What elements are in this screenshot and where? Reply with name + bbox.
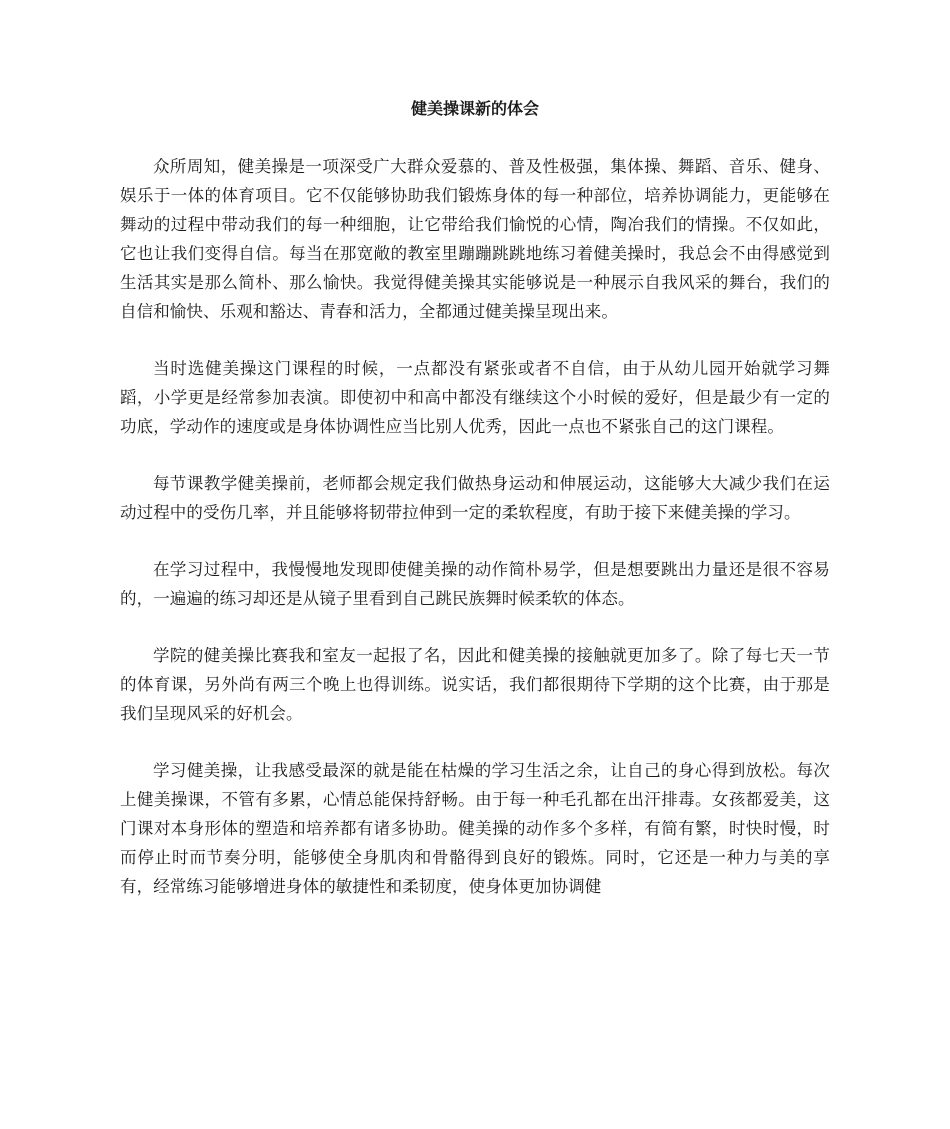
paragraph-6: 学习健美操，让我感受最深的就是能在枯燥的学习生活之余，让自己的身心得到放松。每次上健美操课，不管有多累，心情总能保持舒畅。由于每一种毛孔都在出汗排毒。女孩都爱美，这门课对本身形体的塑造和培养都有诸多协助。健美操的动作多个多样，有简有繁，时快时慢，时而停止时而节奏分明，能够使全身肌肉和骨骼得到良好的锻炼。同时，它还是一种力与美的享有，经常练习能够增进身体的敏捷性和柔韧度，使身体更加协调健 [120,761,830,896]
paragraph-3: 每节课教学健美操前，老师都会规定我们做热身运动和伸展运动，这能够大大减少我们在运动过程中的受伤几率，并且能够将韧带拉伸到一定的柔软程度，有助于接下来健美操的学习。 [120,474,830,522]
paragraph-5: 学院的健美操比赛我和室友一起报了名，因此和健美操的接触就更加多了。除了每七天一节的体育课，另外尚有两三个晚上也得训练。说实话，我们都很期待下学期的这个比赛，由于那是我们呈现风采的好机会。 [120,646,830,723]
paragraph-1: 众所周知，健美操是一项深受广大群众爱慕的、普及性极强，集体操、舞蹈、音乐、健身、娱乐于一体的体育项目。它不仅能够协助我们锻炼身体的每一种部位，培养协调能力，更能够在舞动的过程中带动我们的每一种细胞，让它带给我们愉悦的心情，陶冶我们的情操。不仅如此，它也让我们变得自信。每当在那宽敞的教室里蹦蹦跳跳地练习着健美操时，我总会不由得感觉到生活其实是那么简朴、那么愉快。我觉得健美操其实能够说是一种展示自我风采的舞台，我们的自信和愉快、乐观和豁达、青春和活力，全都通过健美操呈现出来。 [120,157,830,321]
document-title: 健美操课新的体会 [410,99,539,118]
document-body [120,152,830,901]
paragraph-4: 在学习过程中，我慢慢地发现即使健美操的动作简朴易学，但是想要跳出力量还是很不容易的，一遍遍的练习却还是从镜子里看到自己跳民族舞时候柔软的体态。 [120,560,830,608]
paragraph-2: 当时选健美操这门课程的时候，一点都没有紧张或者不自信，由于从幼儿园开始就学习舞蹈，小学更是经常参加表演。即使初中和高中都没有继续这个小时候的爱好，但是最少有一定的功底，学动作的速度或是身体协调性应当比别人优秀，因此一点也不紧张自己的这门课程。 [120,359,830,436]
